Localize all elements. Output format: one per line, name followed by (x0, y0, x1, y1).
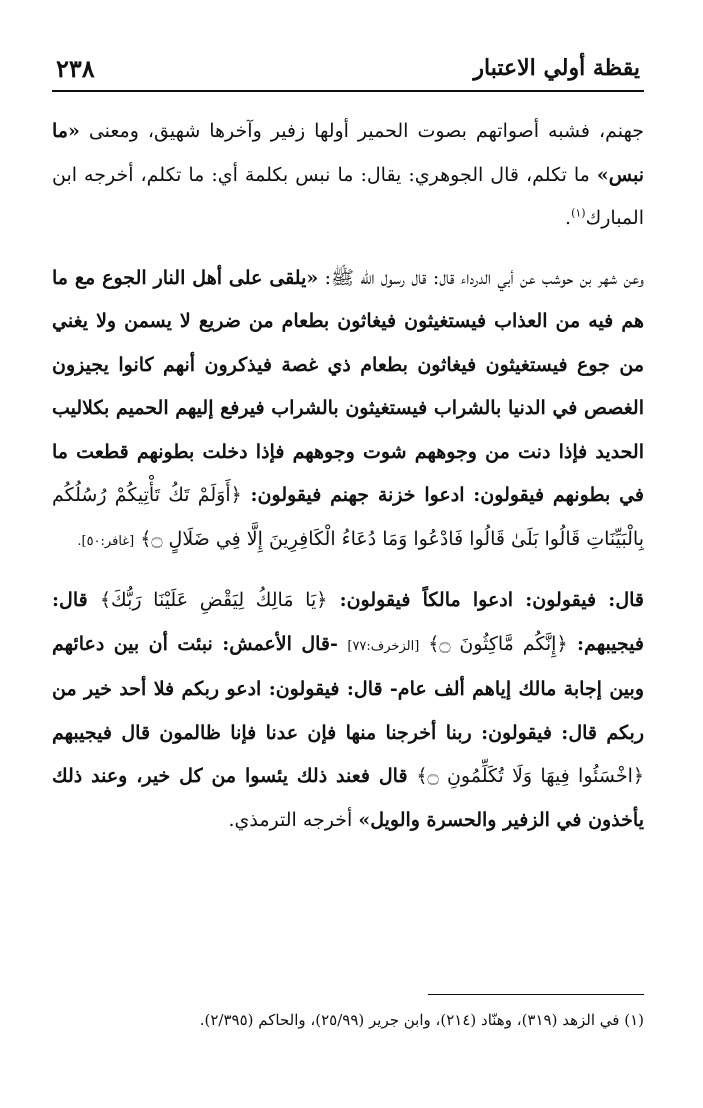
page-number: ٢٣٨ (56, 53, 95, 83)
running-title: يقظة أولي الاعتبار (473, 55, 640, 81)
paragraph-1 (52, 110, 644, 241)
footnote-marker[interactable]: (١) (571, 206, 586, 220)
hadith-text: قال: فيقولون: ادعوا مالكاً فيقولون: (327, 589, 644, 611)
quran-verse: ﴿إِنَّكُم مَّاكِثُونَ ۝﴾ (428, 632, 568, 655)
hadith-text: -قال الأعمش: نبئت أن بين دعائهم وبين إجابة مالك إياهم ألف عام- قال: فيقولون: ادعو ربكم فلا أحد خير من ربكم قال: فيقولون: ربنا أخرجنا منها فإن عدنا فإنا ظالمون قال فيجيبهم (52, 632, 644, 744)
verse-reference: [غافر:٥٠]. (77, 533, 135, 549)
hadith-text: «يلقى على أهل النار الجوع مع ما هم فيه من العذاب فيستغيثون فيغاثون بطعام من ضريع لا يسمن ولا يغني من جوع فيستغيثون فيغاثون بطعام ذي غصة فيذكرون أنهم كانوا يجيزون الغصص في الدنيا بالشراب فيستغيثون بالشراب فيرفع إليهم الحميم بكلاليب الحديد فإذا دنت من وجوههم شوت وجوههم فإذا دخلت بطونهم قطعت ما في بطونهم فيقولون: ادعوا خزنة جهنم فيقولون: (52, 266, 644, 506)
text-span: جهنم، فشبه أصواتهم بصوت الحمير أولها زفير وآخرها شهيق، ومعنى (79, 120, 644, 142)
text-span: أخرجه الترمذي. (228, 808, 359, 831)
paragraph-3 (52, 579, 644, 842)
page-header (56, 48, 640, 88)
text-span: . (565, 207, 572, 229)
quran-verse: ﴿يَا مَالِكُ لِيَقْضِ عَلَيْنَا رَبُّكَ﴾ (99, 589, 328, 611)
text-span: وعن شهر بن حوشب عن أبي الدرداء قال: قال رسول الله ﷺ: (318, 266, 644, 289)
body-text (52, 110, 644, 842)
hadith-text: قال: فيجيبهم: (52, 589, 644, 655)
footnote-rule (428, 994, 644, 995)
verse-reference: [الزخرف:٧٧] (347, 638, 420, 654)
footnote-1: (١) في الزهد (٣١٩)، وهنّاد (٢١٤)، وابن جرير (٢٥/٩٩)، والحاكم (٢/٣٩٥). (199, 1011, 644, 1029)
paragraph-2 (52, 257, 644, 564)
quran-verse: ﴿اخْسَئُوا فِيهَا وَلَا تُكَلِّمُونِ ۝﴾ (416, 765, 644, 787)
bold-span: «ما نبس» (52, 120, 644, 186)
quran-verse: ﴿أَوَلَمْ تَكُ تَأْتِيكُمْ رُسُلُكُم بِالْبَيِّنَاتِ قَالُوا بَلَىٰ قَالُوا فَادْعُوا وَمَا دُعَاءُ الْكَافِرِينَ إِلَّا فِي ضَلَالٍ ۝﴾ (52, 484, 644, 550)
hadith-text: قال فعند ذلك يئسوا من كل خير، وعند ذلك يأخذون في الزفير والحسرة والويل» (52, 765, 644, 831)
header-rule (52, 90, 644, 92)
text-span: ما تكلم، قال الجوهري: يقال: ما نبس بكلمة أي: ما تكلم، أخرجه ابن المبارك (52, 163, 644, 229)
